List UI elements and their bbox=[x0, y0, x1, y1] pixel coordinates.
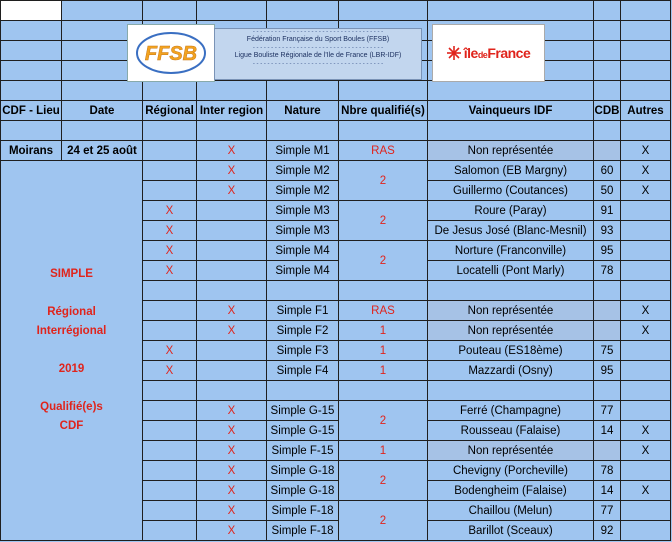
empty-cell[interactable] bbox=[594, 81, 621, 101]
interregion-mark[interactable] bbox=[197, 201, 267, 221]
empty-cell[interactable] bbox=[197, 121, 267, 141]
ffsb-logo-icon bbox=[131, 27, 211, 79]
empty-cell[interactable] bbox=[594, 21, 621, 41]
winner-cell[interactable]: Roure (Paray) bbox=[428, 201, 594, 221]
nature-cell[interactable]: Simple M4 bbox=[267, 261, 339, 281]
cdb-cell[interactable] bbox=[594, 441, 621, 461]
category-line: SIMPLE bbox=[50, 268, 93, 280]
empty-cell[interactable] bbox=[621, 81, 671, 101]
cdb-cell[interactable]: 50 bbox=[594, 181, 621, 201]
empty-cell[interactable] bbox=[428, 1, 594, 21]
qualified-count[interactable]: 2 bbox=[339, 201, 428, 241]
empty-cell[interactable] bbox=[621, 381, 671, 401]
qualified-count[interactable]: 1 bbox=[339, 361, 428, 381]
empty-cell[interactable] bbox=[594, 381, 621, 401]
regional-mark[interactable] bbox=[143, 301, 197, 321]
empty-cell[interactable] bbox=[1, 21, 62, 41]
winner-cell[interactable]: Norture (Franconville) bbox=[428, 241, 594, 261]
interregion-mark[interactable]: X bbox=[197, 401, 267, 421]
interregion-mark[interactable] bbox=[197, 341, 267, 361]
empty-cell[interactable] bbox=[621, 1, 671, 21]
empty-cell[interactable] bbox=[267, 121, 339, 141]
winner-cell[interactable]: Guillermo (Coutances) bbox=[428, 181, 594, 201]
column-header: Date bbox=[62, 101, 143, 121]
regional-mark[interactable] bbox=[143, 161, 197, 181]
regional-mark[interactable] bbox=[143, 501, 197, 521]
cdb-cell[interactable]: 95 bbox=[594, 361, 621, 381]
nature-cell[interactable]: Simple M2 bbox=[267, 161, 339, 181]
empty-cell[interactable] bbox=[339, 1, 428, 21]
nature-cell[interactable]: Simple F-18 bbox=[267, 501, 339, 521]
table-row bbox=[1, 141, 671, 161]
winner-cell[interactable]: Non représentée bbox=[428, 441, 594, 461]
empty-cell[interactable] bbox=[428, 381, 594, 401]
autres-mark[interactable]: X bbox=[621, 481, 671, 501]
nature-cell[interactable]: Simple F2 bbox=[267, 321, 339, 341]
interregion-mark[interactable]: X bbox=[197, 521, 267, 541]
nature-cell[interactable]: Simple G-18 bbox=[267, 481, 339, 501]
nature-cell[interactable]: Simple G-15 bbox=[267, 401, 339, 421]
interregion-mark[interactable]: X bbox=[197, 321, 267, 341]
winner-cell[interactable]: Barillot (Sceaux) bbox=[428, 521, 594, 541]
interregion-mark[interactable] bbox=[197, 241, 267, 261]
autres-mark[interactable] bbox=[621, 501, 671, 521]
category-line: Qualifié(e)s bbox=[40, 401, 103, 413]
cdb-cell[interactable]: 78 bbox=[594, 461, 621, 481]
empty-cell[interactable] bbox=[1, 121, 62, 141]
qualified-count[interactable]: 2 bbox=[339, 241, 428, 281]
autres-mark[interactable]: X bbox=[621, 161, 671, 181]
category-line bbox=[1, 379, 142, 398]
winner-cell[interactable]: Mazzardi (Osny) bbox=[428, 361, 594, 381]
nature-cell[interactable]: Simple F4 bbox=[267, 361, 339, 381]
autres-mark[interactable] bbox=[621, 341, 671, 361]
empty-cell[interactable] bbox=[339, 81, 428, 101]
winner-cell[interactable]: De Jesus José (Blanc-Mesnil) bbox=[428, 221, 594, 241]
column-header: Nbre qualifié(s) bbox=[339, 101, 428, 121]
winner-cell[interactable]: Bodengheim (Falaise) bbox=[428, 481, 594, 501]
nature-cell[interactable]: Simple F-15 bbox=[267, 441, 339, 461]
nature-cell[interactable]: Simple M3 bbox=[267, 201, 339, 221]
nature-cell[interactable]: Simple F-18 bbox=[267, 521, 339, 541]
ile-de-france-logo bbox=[432, 24, 545, 82]
regional-mark[interactable]: X bbox=[143, 241, 197, 261]
nature-cell[interactable]: Simple M2 bbox=[267, 181, 339, 201]
winner-cell[interactable]: Locatelli (Pont Marly) bbox=[428, 261, 594, 281]
interregion-mark[interactable]: X bbox=[197, 481, 267, 501]
empty-cell[interactable] bbox=[62, 121, 143, 141]
cdb-cell[interactable]: 77 bbox=[594, 401, 621, 421]
qualified-count[interactable]: 1 bbox=[339, 341, 428, 361]
autres-mark[interactable] bbox=[621, 241, 671, 261]
empty-cell[interactable] bbox=[621, 21, 671, 41]
column-header: Régional bbox=[143, 101, 197, 121]
column-header: CDB bbox=[594, 101, 621, 121]
qualified-count[interactable]: 2 bbox=[339, 461, 428, 501]
empty-cell[interactable] bbox=[267, 281, 339, 301]
nature-cell[interactable]: Simple M4 bbox=[267, 241, 339, 261]
empty-cell[interactable] bbox=[143, 1, 197, 21]
federation-title: - - - - - - - - - - - - - - - - - - - - - - - - - - - - - - - - - - - - Fédération Française du Sport Boules (FFSB) - - - - - - - - - - - - - - - - - - - - - - - - - - - - - - - - - - - - Ligue Bouliste Régionale de l'Ile de France (LBR-IDF) - - - - - - - - - - - - - - - - - - - - - - - - - - - - - - - - - - - - bbox=[214, 28, 422, 80]
autres-mark[interactable]: X bbox=[621, 421, 671, 441]
autres-mark[interactable]: X bbox=[621, 321, 671, 341]
cdb-cell[interactable] bbox=[594, 141, 621, 161]
category-line: Régional bbox=[47, 306, 96, 318]
interregion-mark[interactable] bbox=[197, 221, 267, 241]
regional-mark[interactable] bbox=[143, 481, 197, 501]
category-line bbox=[1, 284, 142, 303]
category-line: Interrégional bbox=[36, 325, 107, 337]
federation-name: Fédération Française du Sport Boules (FFSB) bbox=[246, 36, 390, 43]
nature-cell[interactable]: Simple M3 bbox=[267, 221, 339, 241]
empty-cell[interactable] bbox=[143, 381, 197, 401]
interregion-mark[interactable]: X bbox=[197, 421, 267, 441]
blank-row bbox=[1, 121, 671, 141]
nature-cell[interactable]: Simple F1 bbox=[267, 301, 339, 321]
autres-mark[interactable] bbox=[621, 461, 671, 481]
empty-cell[interactable] bbox=[143, 81, 197, 101]
autres-mark[interactable]: X bbox=[621, 441, 671, 461]
qualified-count[interactable]: RAS bbox=[339, 141, 428, 161]
autres-mark[interactable] bbox=[621, 261, 671, 281]
category-line bbox=[1, 341, 142, 360]
column-header: Nature bbox=[267, 101, 339, 121]
interregion-mark[interactable]: X bbox=[197, 181, 267, 201]
event-date: 24 et 25 août bbox=[62, 141, 143, 161]
column-header: Vainqueurs IDF bbox=[428, 101, 594, 121]
regional-mark[interactable] bbox=[143, 141, 197, 161]
winner-cell[interactable]: Salomon (EB Margny) bbox=[428, 161, 594, 181]
winner-cell[interactable]: Chevigny (Porcheville) bbox=[428, 461, 594, 481]
nature-cell[interactable]: Simple M1 bbox=[267, 141, 339, 161]
interregion-mark[interactable]: X bbox=[197, 501, 267, 521]
category-block bbox=[1, 161, 143, 541]
qualified-count[interactable]: RAS bbox=[339, 301, 428, 321]
empty-cell[interactable] bbox=[594, 121, 621, 141]
qualified-count[interactable]: 2 bbox=[339, 401, 428, 441]
empty-cell[interactable] bbox=[62, 81, 143, 101]
regional-mark[interactable]: X bbox=[143, 221, 197, 241]
winner-cell[interactable]: Chaillou (Melun) bbox=[428, 501, 594, 521]
event-location: Moirans bbox=[1, 141, 62, 161]
regional-mark[interactable]: X bbox=[143, 261, 197, 281]
winner-cell[interactable]: Non représentée bbox=[428, 141, 594, 161]
autres-mark[interactable]: X bbox=[621, 181, 671, 201]
nature-cell[interactable]: Simple F3 bbox=[267, 341, 339, 361]
regional-mark[interactable] bbox=[143, 321, 197, 341]
column-header: CDF - Lieu bbox=[1, 101, 62, 121]
column-header-row bbox=[1, 101, 671, 121]
regional-mark[interactable]: X bbox=[143, 201, 197, 221]
cdb-cell[interactable]: 91 bbox=[594, 201, 621, 221]
autres-mark[interactable] bbox=[621, 201, 671, 221]
empty-cell[interactable] bbox=[621, 281, 671, 301]
cdb-cell[interactable] bbox=[594, 301, 621, 321]
qualified-count[interactable]: 1 bbox=[339, 441, 428, 461]
regional-mark[interactable] bbox=[143, 441, 197, 461]
autres-mark[interactable]: X bbox=[621, 141, 671, 161]
empty-cell[interactable] bbox=[594, 281, 621, 301]
empty-cell[interactable] bbox=[197, 381, 267, 401]
autres-mark[interactable] bbox=[621, 361, 671, 381]
empty-cell[interactable] bbox=[1, 61, 62, 81]
cdb-cell[interactable]: 75 bbox=[594, 341, 621, 361]
empty-cell[interactable] bbox=[62, 1, 143, 21]
empty-cell[interactable] bbox=[428, 81, 594, 101]
star-icon bbox=[447, 46, 461, 60]
empty-cell[interactable] bbox=[267, 1, 339, 21]
regional-mark[interactable] bbox=[143, 401, 197, 421]
cdb-cell[interactable]: 78 bbox=[594, 261, 621, 281]
empty-cell[interactable] bbox=[197, 1, 267, 21]
nature-cell[interactable]: Simple G-18 bbox=[267, 461, 339, 481]
regional-mark[interactable] bbox=[143, 521, 197, 541]
cdb-cell[interactable]: 14 bbox=[594, 421, 621, 441]
interregion-mark[interactable]: X bbox=[197, 461, 267, 481]
ffsb-logo bbox=[127, 24, 215, 82]
winner-cell[interactable]: Pouteau (ES18ème) bbox=[428, 341, 594, 361]
interregion-mark[interactable]: X bbox=[197, 441, 267, 461]
blank-row bbox=[1, 1, 671, 21]
nature-cell[interactable]: Simple G-15 bbox=[267, 421, 339, 441]
empty-cell[interactable] bbox=[621, 41, 671, 61]
column-header: Inter region bbox=[197, 101, 267, 121]
regional-mark[interactable] bbox=[143, 421, 197, 441]
empty-cell[interactable] bbox=[428, 281, 594, 301]
autres-mark[interactable] bbox=[621, 221, 671, 241]
empty-cell[interactable] bbox=[1, 81, 62, 101]
cdb-cell[interactable]: 95 bbox=[594, 241, 621, 261]
column-header: Autres bbox=[621, 101, 671, 121]
interregion-mark[interactable] bbox=[197, 261, 267, 281]
regional-mark[interactable]: X bbox=[143, 341, 197, 361]
empty-cell[interactable] bbox=[594, 1, 621, 21]
empty-cell[interactable] bbox=[197, 81, 267, 101]
qualified-count[interactable]: 2 bbox=[339, 161, 428, 201]
cdb-cell[interactable]: 14 bbox=[594, 481, 621, 501]
empty-cell[interactable] bbox=[197, 281, 267, 301]
svg-text:FFSB: FFSB bbox=[144, 43, 198, 65]
cdb-cell[interactable]: 77 bbox=[594, 501, 621, 521]
interregion-mark[interactable]: X bbox=[197, 141, 267, 161]
empty-cell[interactable] bbox=[594, 61, 621, 81]
league-name: Ligue Bouliste Régionale de l'Ile de France (LBR-IDF) bbox=[234, 52, 402, 59]
winner-cell[interactable]: Non représentée bbox=[428, 301, 594, 321]
empty-cell[interactable] bbox=[143, 281, 197, 301]
table-row bbox=[1, 161, 671, 181]
winner-cell[interactable]: Ferré (Champagne) bbox=[428, 401, 594, 421]
cdb-cell[interactable]: 92 bbox=[594, 521, 621, 541]
empty-cell[interactable] bbox=[594, 41, 621, 61]
cdb-cell[interactable] bbox=[594, 321, 621, 341]
empty-cell[interactable] bbox=[339, 281, 428, 301]
empty-cell[interactable] bbox=[143, 121, 197, 141]
autres-mark[interactable] bbox=[621, 401, 671, 421]
interregion-mark[interactable]: X bbox=[197, 301, 267, 321]
empty-cell[interactable] bbox=[267, 381, 339, 401]
interregion-mark[interactable] bbox=[197, 361, 267, 381]
regional-mark[interactable] bbox=[143, 181, 197, 201]
empty-cell[interactable] bbox=[1, 1, 62, 21]
category-line: 2019 bbox=[58, 363, 85, 375]
empty-cell[interactable] bbox=[339, 381, 428, 401]
empty-cell[interactable] bbox=[428, 121, 594, 141]
regional-mark[interactable]: X bbox=[143, 361, 197, 381]
autres-mark[interactable] bbox=[621, 521, 671, 541]
cdb-cell[interactable]: 60 bbox=[594, 161, 621, 181]
winner-cell[interactable]: Non représentée bbox=[428, 321, 594, 341]
cdb-cell[interactable]: 93 bbox=[594, 221, 621, 241]
empty-cell[interactable] bbox=[267, 81, 339, 101]
regional-mark[interactable] bbox=[143, 461, 197, 481]
blank-row bbox=[1, 81, 671, 101]
category-line: CDF bbox=[59, 420, 84, 432]
empty-cell[interactable] bbox=[621, 121, 671, 141]
ile-de-france-logo-text: îledeFrance bbox=[463, 45, 531, 61]
qualified-count[interactable]: 2 bbox=[339, 501, 428, 541]
empty-cell[interactable] bbox=[621, 61, 671, 81]
qualified-count[interactable]: 1 bbox=[339, 321, 428, 341]
winner-cell[interactable]: Rousseau (Falaise) bbox=[428, 421, 594, 441]
empty-cell[interactable] bbox=[1, 41, 62, 61]
empty-cell[interactable] bbox=[339, 121, 428, 141]
autres-mark[interactable]: X bbox=[621, 301, 671, 321]
interregion-mark[interactable]: X bbox=[197, 161, 267, 181]
